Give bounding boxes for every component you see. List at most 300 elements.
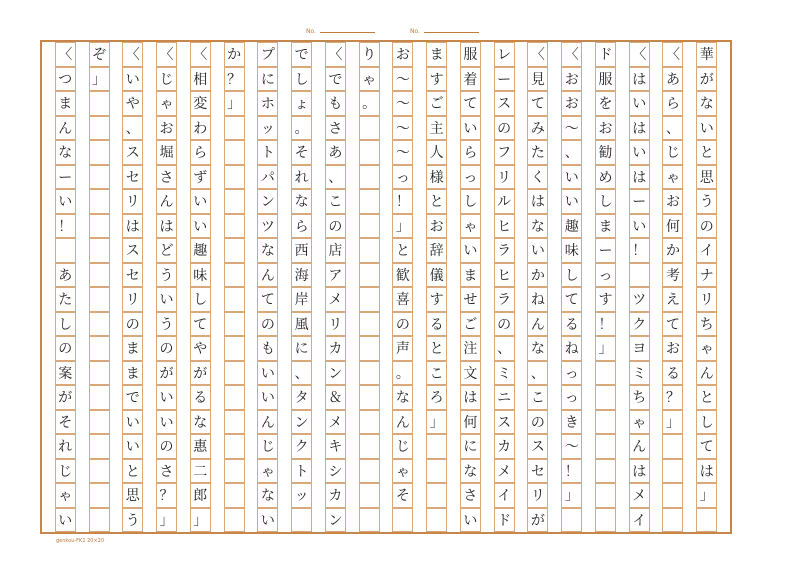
manuscript-character: ス [530, 439, 545, 456]
manuscript-character: 華 [699, 47, 714, 64]
manuscript-character: 」 [159, 512, 174, 529]
grid-cell [89, 140, 110, 165]
manuscript-character: 店 [328, 243, 343, 260]
number-prefix-left: No. [306, 28, 316, 35]
manuscript-character: ＆ [328, 390, 343, 407]
manuscript-character: る [564, 316, 579, 333]
manuscript-character: 、 [564, 145, 579, 162]
manuscript-character: 」 [395, 218, 410, 235]
grid-cell [224, 483, 245, 508]
manuscript-column [190, 42, 211, 532]
grid-cell [224, 287, 245, 312]
manuscript-character: じ [260, 439, 275, 456]
manuscript-character: し [294, 71, 309, 88]
manuscript-character: も [260, 341, 275, 358]
manuscript-character: い [260, 390, 275, 407]
manuscript-character: と [699, 390, 714, 407]
manuscript-character: お [598, 120, 613, 137]
manuscript-character: ！ [58, 218, 73, 235]
manuscript-column [561, 42, 582, 532]
manuscript-character: か [530, 267, 545, 284]
manuscript-character: い [125, 71, 140, 88]
manuscript-character: ゃ [395, 463, 410, 480]
manuscript-character: レ [497, 47, 512, 64]
grid-cell [224, 140, 245, 165]
manuscript-character: を [598, 96, 613, 113]
manuscript-character: い [260, 365, 275, 382]
manuscript-character: こ [328, 194, 343, 211]
manuscript-character: し [193, 292, 208, 309]
manuscript-character: い [564, 194, 579, 211]
manuscript-character: ド [598, 47, 613, 64]
manuscript-character: リ [328, 316, 343, 333]
manuscript-character: 声 [395, 341, 410, 358]
manuscript-character: 西 [294, 243, 309, 260]
grid-cell [359, 434, 380, 459]
manuscript-character: ん [58, 120, 73, 137]
manuscript-character: ろ [429, 390, 444, 407]
manuscript-character: て [260, 292, 275, 309]
manuscript-character: な [260, 488, 275, 505]
manuscript-character: 〜 [395, 120, 410, 137]
manuscript-character: 〈 [193, 47, 208, 64]
manuscript-character: が [193, 365, 208, 382]
manuscript-character: ょ [294, 96, 309, 113]
grid-cell [89, 336, 110, 361]
manuscript-column [426, 42, 447, 532]
manuscript-character: も [328, 96, 343, 113]
manuscript-character: 歓 [395, 267, 410, 284]
grid-cell [89, 312, 110, 337]
manuscript-character: 、 [125, 120, 140, 137]
manuscript-character: リ [125, 292, 140, 309]
manuscript-character: 服 [463, 47, 478, 64]
grid-cell [224, 214, 245, 239]
manuscript-character: ン [294, 414, 309, 431]
manuscript-character: ニ [497, 390, 512, 407]
manuscript-character: な [463, 463, 478, 480]
manuscript-character: カ [328, 341, 343, 358]
manuscript-character: 〈 [665, 47, 680, 64]
manuscript-character: 考 [665, 267, 680, 284]
manuscript-character: と [125, 463, 140, 480]
manuscript-character: う [125, 512, 140, 529]
grid-cell [224, 459, 245, 484]
manuscript-character: し [699, 414, 714, 431]
manuscript-character: 何 [665, 218, 680, 235]
manuscript-character: 服 [598, 71, 613, 88]
manuscript-character: 〜 [564, 120, 579, 137]
manuscript-character: 」 [564, 488, 579, 505]
manuscript-character: う [159, 267, 174, 284]
manuscript-character: な [530, 341, 545, 358]
grid-cell [89, 287, 110, 312]
manuscript-character: 」 [429, 414, 444, 431]
grid-cell [291, 508, 312, 533]
manuscript-character: 辞 [429, 243, 444, 260]
manuscript-character: 海 [294, 267, 309, 284]
grid-cell [89, 434, 110, 459]
manuscript-character: か [227, 47, 242, 64]
manuscript-character: 儀 [429, 267, 444, 284]
manuscript-character: と [699, 145, 714, 162]
manuscript-character: ま [58, 96, 73, 113]
manuscript-character: す [598, 292, 613, 309]
grid-cell [359, 483, 380, 508]
manuscript-character: ？ [665, 390, 680, 407]
manuscript-character [629, 263, 650, 288]
manuscript-column [696, 42, 717, 532]
manuscript-character: さ [463, 488, 478, 505]
grid-cell [224, 385, 245, 410]
grid-cell [696, 508, 717, 533]
manuscript-character: の [159, 439, 174, 456]
manuscript-character: ん [699, 365, 714, 382]
manuscript-character: か [665, 243, 680, 260]
manuscript-character: ず [193, 169, 208, 186]
manuscript-character: る [429, 316, 444, 333]
manuscript-character: シ [328, 463, 343, 480]
manuscript-character: お [395, 47, 410, 64]
manuscript-character: セ [125, 267, 140, 284]
grid-cell [224, 165, 245, 190]
manuscript-character: ら [193, 145, 208, 162]
manuscript-column [595, 42, 616, 532]
manuscript-character: ナ [699, 267, 714, 284]
manuscript-character: あ [665, 71, 680, 88]
manuscript-character: 」 [193, 512, 208, 529]
manuscript-character: ー [632, 194, 647, 211]
grid-cell [89, 263, 110, 288]
manuscript-character: ゃ [159, 96, 174, 113]
manuscript-character: て [699, 439, 714, 456]
manuscript-character: 主 [429, 120, 444, 137]
manuscript-character: せ [463, 292, 478, 309]
manuscript-character: ！ [632, 243, 647, 260]
manuscript-character: み [530, 120, 545, 137]
manuscript-character: ル [497, 194, 512, 211]
manuscript-character: っ [395, 169, 410, 186]
manuscript-character: ゃ [362, 71, 377, 88]
grid-cell [359, 140, 380, 165]
manuscript-character: ヒ [497, 267, 512, 284]
manuscript-character: ラ [497, 243, 512, 260]
manuscript-character: じ [665, 145, 680, 162]
manuscript-character: そ [58, 414, 73, 431]
manuscript-character: そ [395, 488, 410, 505]
manuscript-character: ま [125, 341, 140, 358]
manuscript-character: 」 [598, 341, 613, 358]
manuscript-character: う [699, 194, 714, 211]
manuscript-column [89, 42, 110, 532]
manuscript-character: タ [294, 390, 309, 407]
manuscript-character: し [564, 267, 579, 284]
manuscript-character: ？ [159, 488, 174, 505]
manuscript-character: ゃ [260, 463, 275, 480]
manuscript-character: じ [58, 463, 73, 480]
manuscript-character: ！ [395, 194, 410, 211]
manuscript-character: い [463, 120, 478, 137]
manuscript-character: 味 [193, 267, 208, 284]
manuscript-character: 惠 [193, 439, 208, 456]
manuscript-character: ん [395, 414, 410, 431]
manuscript-character: ど [159, 243, 174, 260]
manuscript-character: ホ [260, 96, 275, 113]
number-line-left [320, 32, 375, 33]
manuscript-column [325, 42, 346, 532]
manuscript-character: パ [260, 169, 275, 186]
manuscript-character: お [564, 71, 579, 88]
grid-cell [359, 287, 380, 312]
grid-cell [224, 116, 245, 141]
manuscript-character: 注 [463, 341, 478, 358]
manuscript-character: メ [632, 488, 647, 505]
manuscript-character: 風 [294, 316, 309, 333]
manuscript-character: ー [598, 243, 613, 260]
manuscript-character: 」 [227, 96, 242, 113]
manuscript-character: さ [159, 169, 174, 186]
manuscript-character: 、 [294, 365, 309, 382]
manuscript-character: て [463, 96, 478, 113]
manuscript-character: ん [530, 316, 545, 333]
manuscript-character: の [260, 316, 275, 333]
manuscript-character: ス [125, 243, 140, 260]
manuscript-character: ッ [294, 488, 309, 505]
manuscript-column [291, 42, 312, 532]
manuscript-character: に [294, 341, 309, 358]
manuscript-character: ア [328, 267, 343, 284]
manuscript-character: ス [497, 96, 512, 113]
manuscript-character: い [125, 414, 140, 431]
manuscript-character: あ [328, 145, 343, 162]
manuscript-character: 」 [92, 71, 107, 88]
manuscript-character: で [328, 71, 343, 88]
manuscript-character: ま [463, 267, 478, 284]
grid-cell [89, 483, 110, 508]
manuscript-character: な [58, 145, 73, 162]
grid-cell [224, 263, 245, 288]
manuscript-character: 思 [125, 488, 140, 505]
manuscript-character: ミ [497, 365, 512, 382]
manuscript-character: い [463, 512, 478, 529]
manuscript-character: ね [564, 341, 579, 358]
manuscript-character: 喜 [395, 292, 410, 309]
manuscript-character: が [58, 390, 73, 407]
manuscript-character: 〈 [328, 47, 343, 64]
manuscript-character: ト [294, 463, 309, 480]
manuscript-character: に [260, 71, 275, 88]
manuscript-character: ん [632, 439, 647, 456]
manuscript-character: い [632, 145, 647, 162]
manuscript-character: 。 [294, 120, 309, 137]
grid-cell [89, 189, 110, 214]
manuscript-character: ち [699, 316, 714, 333]
manuscript-character: リ [530, 488, 545, 505]
manuscript-character: セ [530, 463, 545, 480]
grid-cell [359, 385, 380, 410]
manuscript-character: は [530, 194, 545, 211]
grid-cell [89, 116, 110, 141]
manuscript-character: ら [463, 145, 478, 162]
grid-cell [359, 189, 380, 214]
number-line-right [424, 32, 479, 33]
manuscript-column [392, 42, 413, 532]
manuscript-column [527, 42, 548, 532]
manuscript-character: す [429, 292, 444, 309]
manuscript-character: イ [632, 512, 647, 529]
manuscript-character: は [632, 169, 647, 186]
manuscript-character: は [699, 463, 714, 480]
grid-cell [595, 508, 616, 533]
manuscript-character: 様 [429, 169, 444, 186]
grid-cell [426, 483, 447, 508]
manuscript-character: 二 [193, 463, 208, 480]
manuscript-character: カ [328, 488, 343, 505]
manuscript-character: ゃ [58, 488, 73, 505]
grid-cell [426, 508, 447, 533]
grid-cell [426, 459, 447, 484]
manuscript-character: ミ [632, 365, 647, 382]
manuscript-character: ご [463, 316, 478, 333]
manuscript-character: ー [58, 169, 73, 186]
manuscript-character: な [395, 390, 410, 407]
grid-cell [426, 434, 447, 459]
manuscript-character: れ [294, 169, 309, 186]
manuscript-character: リ [497, 169, 512, 186]
manuscript-character: す [429, 71, 444, 88]
manuscript-character: し [463, 194, 478, 211]
manuscript-character: の [530, 414, 545, 431]
grid-cell [89, 361, 110, 386]
manuscript-sheet [40, 40, 732, 534]
manuscript-character: い [699, 120, 714, 137]
manuscript-character: お [665, 341, 680, 358]
grid-cell [595, 434, 616, 459]
manuscript-character: ま [429, 47, 444, 64]
manuscript-character: ク [294, 439, 309, 456]
manuscript-character: リ [125, 194, 140, 211]
grid-cell [224, 434, 245, 459]
grid-cell [224, 508, 245, 533]
manuscript-character: 、 [328, 169, 343, 186]
manuscript-character: い [193, 218, 208, 235]
manuscript-character: 趣 [193, 243, 208, 260]
manuscript-character: 〈 [58, 47, 73, 64]
manuscript-character: と [395, 243, 410, 260]
manuscript-character: ぞ [92, 47, 107, 64]
manuscript-character: ？ [227, 71, 242, 88]
grid-cell [224, 238, 245, 263]
manuscript-character: 」 [665, 414, 680, 431]
grid-cell [662, 508, 683, 533]
manuscript-character: が [159, 365, 174, 382]
manuscript-character: っ [564, 390, 579, 407]
manuscript-column [359, 42, 380, 532]
manuscript-column [55, 42, 76, 532]
manuscript-character: わ [193, 120, 208, 137]
grid-cell [224, 189, 245, 214]
manuscript-character: フ [497, 145, 512, 162]
manuscript-character: い [564, 169, 579, 186]
manuscript-character: と [429, 194, 444, 211]
manuscript-character: ヒ [497, 218, 512, 235]
manuscript-character: ま [598, 218, 613, 235]
manuscript-character: っ [598, 267, 613, 284]
manuscript-character: リ [699, 292, 714, 309]
manuscript-character: こ [429, 365, 444, 382]
grid-cell [359, 336, 380, 361]
manuscript-character: ラ [497, 292, 512, 309]
manuscript-character: ら [665, 96, 680, 113]
manuscript-character: や [193, 341, 208, 358]
manuscript-character: 〈 [632, 47, 647, 64]
manuscript-character: し [58, 316, 73, 333]
manuscript-character: 変 [193, 96, 208, 113]
manuscript-character: い [632, 96, 647, 113]
manuscript-character: い [193, 194, 208, 211]
manuscript-character: て [530, 96, 545, 113]
manuscript-character: 人 [429, 145, 444, 162]
manuscript-character: 〈 [564, 47, 579, 64]
manuscript-character: い [125, 439, 140, 456]
manuscript-character: つ [58, 71, 73, 88]
manuscript-character: え [665, 292, 680, 309]
manuscript-character: 堀 [159, 145, 174, 162]
manuscript-character: い [632, 218, 647, 235]
manuscript-character: メ [328, 292, 343, 309]
manuscript-character: ツ [632, 292, 647, 309]
manuscript-character: っ [564, 365, 579, 382]
manuscript-character: お [159, 120, 174, 137]
grid-cell [89, 238, 110, 263]
manuscript-character: の [497, 120, 512, 137]
grid-cell [89, 459, 110, 484]
manuscript-character: い [463, 243, 478, 260]
manuscript-column [122, 42, 143, 532]
manuscript-character: 見 [530, 71, 545, 88]
manuscript-column [629, 42, 650, 532]
manuscript-character: 〜 [395, 96, 410, 113]
manuscript-character: あ [58, 267, 73, 284]
grid-cell [595, 459, 616, 484]
manuscript-character: 、 [497, 341, 512, 358]
manuscript-character: る [193, 390, 208, 407]
manuscript-column [460, 42, 481, 532]
grid-cell [359, 116, 380, 141]
manuscript-character: 相 [193, 71, 208, 88]
manuscript-character: ス [497, 414, 512, 431]
manuscript-character: ッ [260, 120, 275, 137]
manuscript-character: ご [429, 96, 444, 113]
manuscript-character: ち [632, 390, 647, 407]
manuscript-character: ！ [598, 316, 613, 333]
manuscript-character: 思 [699, 169, 714, 186]
manuscript-character: 〈 [125, 47, 140, 64]
manuscript-character: が [699, 71, 714, 88]
manuscript-character: や [125, 96, 140, 113]
manuscript-character: は [632, 71, 647, 88]
manuscript-character: が [530, 512, 545, 529]
manuscript-character: な [530, 218, 545, 235]
manuscript-character: い [260, 512, 275, 529]
manuscript-character: 郎 [193, 488, 208, 505]
manuscript-character: ら [294, 218, 309, 235]
manuscript-character: ン [260, 194, 275, 211]
manuscript-character: は [632, 463, 647, 480]
number-label-left [306, 28, 375, 35]
manuscript-character: に [463, 439, 478, 456]
grid-cell [561, 508, 582, 533]
